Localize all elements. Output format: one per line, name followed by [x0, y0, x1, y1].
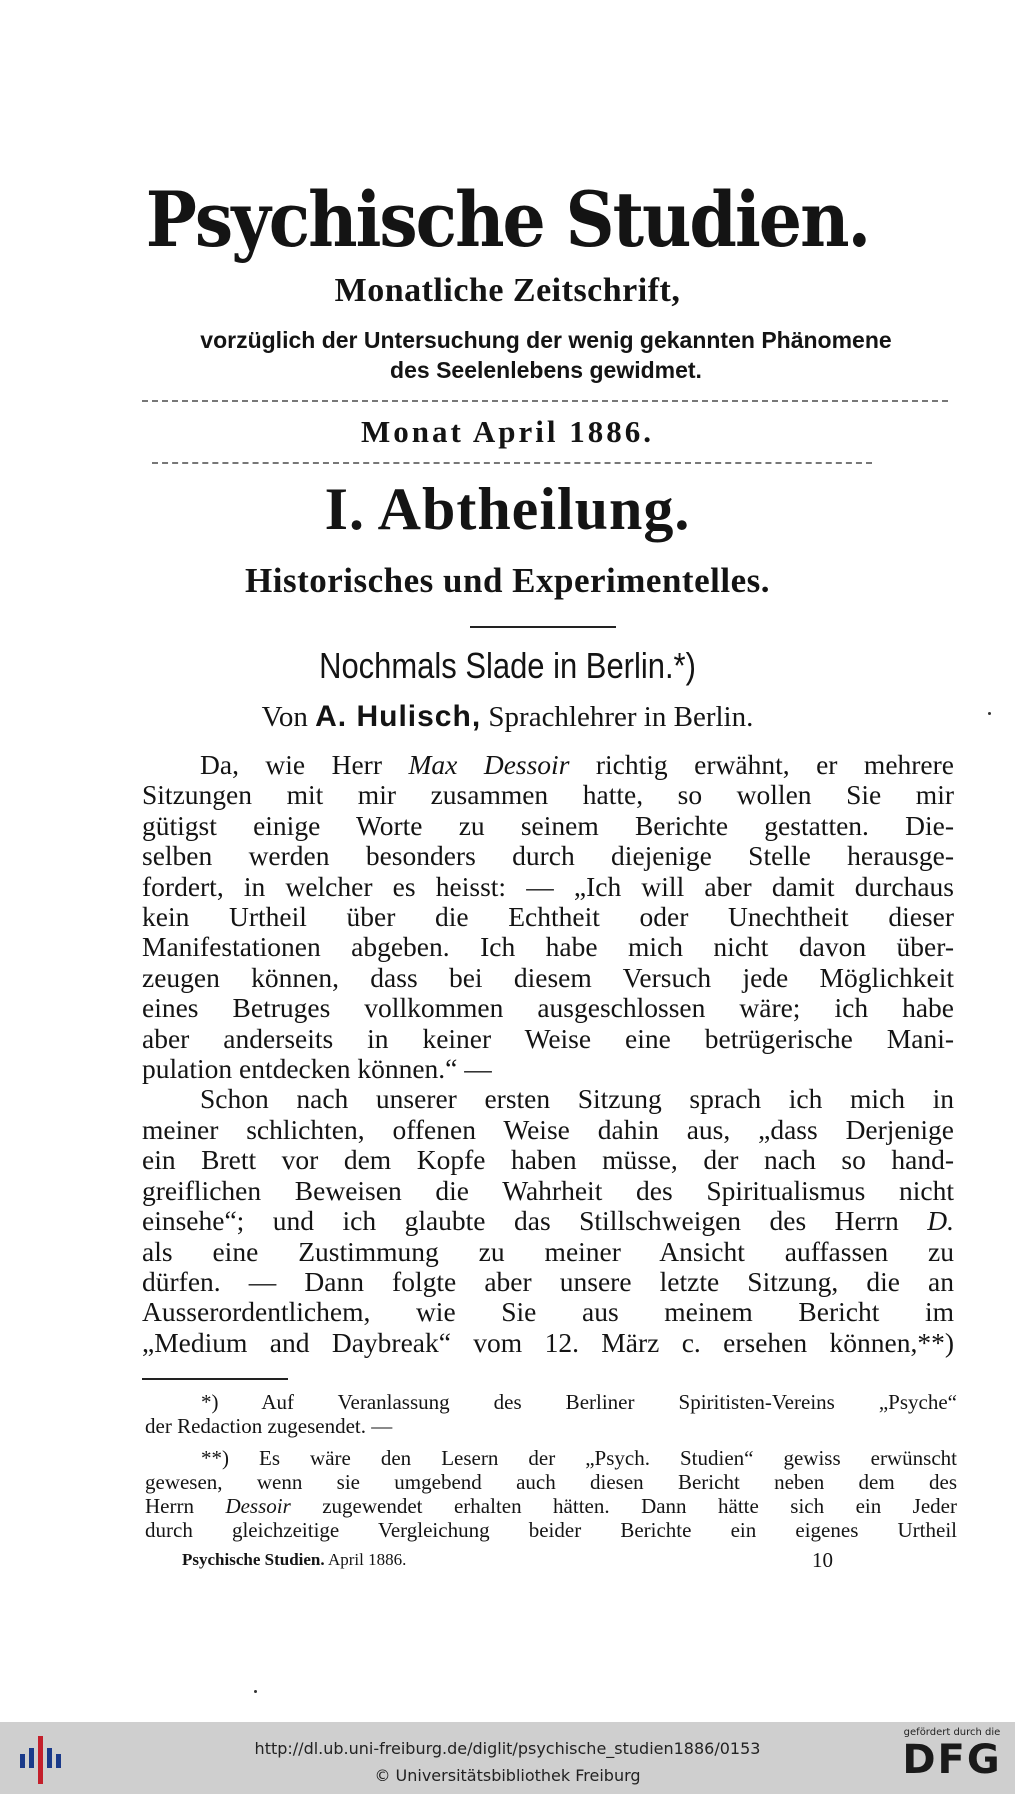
footer-journal-name: Psychische Studien.	[182, 1550, 325, 1569]
journal-subtitle: Monatliche Zeitschrift,	[334, 272, 681, 309]
section-subtitle: Historisches und Experimentelles.	[245, 561, 770, 600]
body-line: Sitzungen mit mir zusammen hatte, so wollen Sie mir	[142, 780, 954, 811]
footnote-2	[145, 1446, 957, 1542]
body-line: fordert, in welcher es heisst: — „Ich will aber damit durchaus	[142, 871, 954, 902]
body-line: ein Brett vor dem Kopfe haben müsse, der nach so hand-	[142, 1145, 954, 1176]
article-title: Nochmals Slade in Berlin.*)	[319, 645, 696, 686]
footnote-line: **) Es wäre den Lesern der „Psych. Studien“ gewiss erwünscht	[201, 1446, 957, 1470]
body-line: gütigst einige Worte zu seinem Berichte gestatten. Die-	[142, 810, 954, 841]
article-byline	[0, 700, 1015, 734]
section-divider	[470, 626, 616, 628]
body-line: kein Urtheil über die Echtheit oder Unechtheit dieser	[142, 902, 954, 933]
journal-description-line-2: des Seelenlebens gewidmet.	[390, 357, 702, 383]
footnote-divider	[142, 1378, 288, 1380]
author-occupation: Sprachlehrer in Berlin.	[488, 701, 754, 733]
page-footer-citation	[182, 1550, 406, 1570]
person-initial-emphasis: D.	[927, 1206, 954, 1237]
body-line: greiflichen Beweisen die Wahrheit des Spiritualismus nicht	[142, 1175, 954, 1206]
section-title: I. Abtheilung.	[324, 476, 691, 542]
body-line: als eine Zustimmung zu meiner Ansicht auffassen zu	[142, 1236, 954, 1267]
copyright-notice: © Universitätsbibliothek Freiburg	[374, 1766, 641, 1785]
scan-speck	[254, 1690, 257, 1693]
footnote-line: durch gleichzeitige Vergleichung beider Berichte ein eigenes Urtheil	[145, 1518, 957, 1542]
sponsor-note: gefördert durch die	[903, 1727, 1001, 1738]
body-line: Da, wie Herr Max Dessoir richtig erwähnt, er mehrere	[200, 750, 954, 780]
body-line: selben werden besonders durch diejenige Stelle herausge-	[142, 841, 954, 872]
body-line: meiner schlichten, offenen Weise dahin aus, „dass Derjenige	[142, 1114, 954, 1145]
footnote-1	[145, 1390, 957, 1438]
footnote-line: der Redaction zugesendet. —	[145, 1414, 393, 1438]
body-line: pulation entdecken können.“ —	[142, 1054, 492, 1085]
dfg-logo-icon: DFG	[902, 1737, 1002, 1783]
paragraph-1	[142, 750, 954, 1084]
body-line: aber anderseits in keiner Weise eine betrügerische Mani-	[142, 1023, 954, 1054]
journal-description	[140, 325, 952, 385]
article-body	[142, 750, 954, 1358]
footnote-line: gewesen, wenn sie umgebend auch diesen Bericht neben dem des	[145, 1470, 957, 1494]
body-line: Ausserordentlichem, wie Sie aus meinem Bericht im	[142, 1297, 954, 1328]
body-line: zeugen können, dass bei diesem Versuch jede Möglichkeit	[142, 962, 954, 993]
body-line: Manifestationen abgeben. Ich habe mich nicht davon über-	[142, 932, 954, 963]
author-name: A. Hulisch,	[315, 700, 482, 733]
journal-description-line-1: vorzüglich der Untersuchung der wenig gekannten Phänomene	[200, 327, 892, 353]
permalink-url[interactable]: http://dl.ub.uni-freiburg.de/diglit/psychische_studien1886/0153	[254, 1739, 761, 1758]
body-line: „Medium and Daybreak“ vom 12. März c. ersehen können,**)	[142, 1327, 954, 1358]
person-name-emphasis: Max Dessoir	[408, 750, 570, 780]
issue-month: Monat April 1886.	[361, 414, 654, 449]
scan-speck	[988, 712, 991, 715]
person-name-emphasis: Dessoir	[225, 1494, 291, 1518]
dashed-rule-bottom	[152, 462, 872, 464]
byline-prefix: Von	[261, 701, 308, 733]
footer-issue: April 1886.	[327, 1550, 407, 1569]
paragraph-2	[142, 1084, 954, 1358]
body-line: einsehe“; und ich glaubte das Stillschweigen des Herrn D.	[142, 1206, 954, 1237]
footnote-line: Herrn Dessoir zugewendet erhalten hätten. Dann hätte sich ein Jeder	[145, 1494, 957, 1518]
dashed-rule-top	[142, 400, 948, 402]
body-line: dürfen. — Dann folgte aber unsere letzte Sitzung, die an	[142, 1266, 954, 1297]
body-line: eines Betruges vollkommen ausgeschlossen wäre; ich habe	[142, 993, 954, 1024]
page-number: 10	[812, 1548, 833, 1572]
body-line: Schon nach unserer ersten Sitzung sprach ich mich in	[200, 1084, 954, 1115]
journal-title: Psychische Studien.	[145, 175, 870, 265]
footnote-line: *) Auf Veranlassung des Berliner Spiritisten-Vereins „Psyche“	[201, 1390, 957, 1414]
